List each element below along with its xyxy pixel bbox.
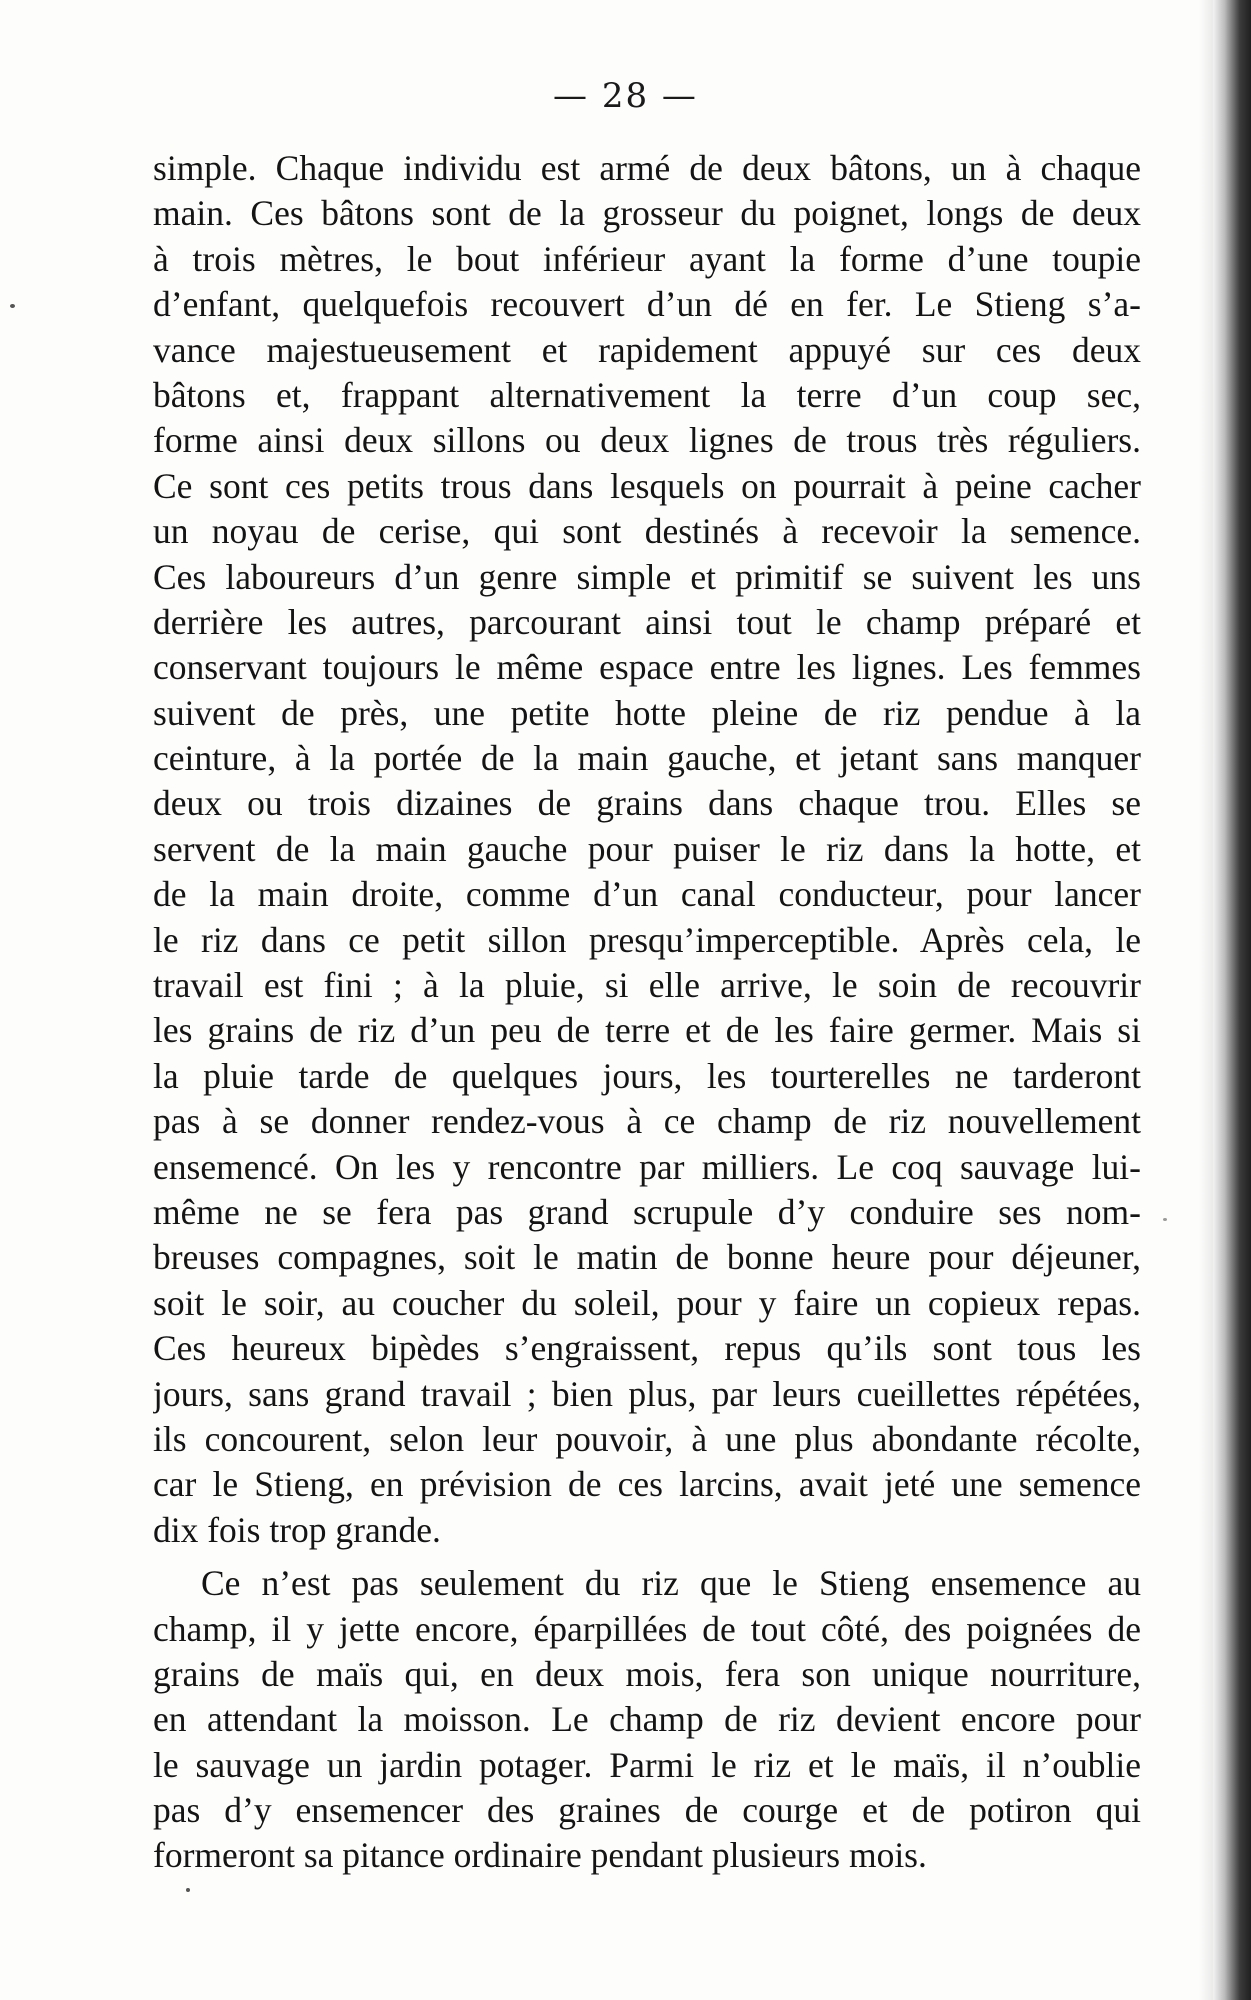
text-line: pas à se donner rendez-vous à ce champ de riz nouvellement (153, 1101, 1141, 1142)
text-line: vance majestueusement et rapidement appuyé sur ces deux (153, 329, 1141, 370)
text-line: simple. Chaque individu est armé de deux bâtons, un à chaque (153, 148, 1141, 188)
text-line: Ce n’est pas seulement du riz que le Stieng ensemence au (201, 1563, 1141, 1604)
text-line: Ces heureux bipèdes s’engraissent, repus qu’ils sont tous les (153, 1328, 1141, 1369)
paragraph-gap (153, 1553, 1141, 1561)
text-line: main. Ces bâtons sont de la grosseur du poignet, longs de deux (153, 193, 1141, 234)
text-line: pas d’y ensemencer des graines de courge et de potiron qui (153, 1790, 1141, 1831)
text-line: ils concourent, selon leur pouvoir, à une plus abondante récolte, (153, 1418, 1141, 1459)
text-line: travail est fini ; à la pluie, si elle arrive, le soin de recouvrir (153, 965, 1141, 1006)
text-line: dix fois trop grande. (153, 1509, 441, 1550)
ink-speck (1163, 1218, 1167, 1221)
page-number: — 28 — (553, 76, 698, 116)
text-line: breuses compagnes, soit le matin de bonne heure pour déjeuner, (153, 1237, 1141, 1278)
text-line: en attendant la moisson. Le champ de riz devient encore pour (153, 1699, 1141, 1740)
text-line: conservant toujours le même espace entre les lignes. Les femmes (153, 647, 1141, 688)
text-line: car le Stieng, en prévision de ces larcins, avait jeté une semence (153, 1464, 1141, 1505)
text-line: suivent de près, une petite hotte pleine de riz pendue à la (153, 692, 1141, 733)
text-line: d’enfant, quelquefois recouvert d’un dé en fer. Le Stieng s’a- (153, 284, 1141, 325)
text-line: le sauvage un jardin potager. Parmi le riz et le maïs, il n’oublie (153, 1744, 1141, 1785)
page-binding-shadow (1213, 0, 1251, 2000)
body-text (153, 146, 1141, 1879)
text-line: deux ou trois dizaines de grains dans chaque trou. Elles se (153, 783, 1141, 824)
text-line: formeront sa pitance ordinaire pendant plusieurs mois. (153, 1835, 927, 1876)
text-line: jours, sans grand travail ; bien plus, par leurs cueillettes répétées, (153, 1373, 1141, 1414)
ink-speck (186, 1888, 190, 1892)
text-line: derrière les autres, parcourant ainsi tout le champ préparé et (153, 601, 1141, 642)
text-line: les grains de riz d’un peu de terre et de les faire germer. Mais si (153, 1010, 1141, 1051)
paragraph-1 (153, 146, 1141, 1553)
text-line: à trois mètres, le bout inférieur ayant la forme d’une toupie (153, 238, 1141, 279)
text-line: Ces laboureurs d’un genre simple et primitif se suivent les uns (153, 556, 1141, 597)
text-line: bâtons et, frappant alternativement la terre d’un coup sec, (153, 374, 1141, 415)
text-line: ceinture, à la portée de la main gauche, et jetant sans manquer (153, 738, 1141, 779)
ink-speck (10, 304, 15, 308)
text-line: un noyau de cerise, qui sont destinés à recevoir la semence. (153, 511, 1141, 552)
text-line: forme ainsi deux sillons ou deux lignes de trous très réguliers. (153, 420, 1141, 461)
paragraph-2 (153, 1561, 1141, 1879)
text-line: champ, il y jette encore, éparpillées de tout côté, des poignées de (153, 1608, 1141, 1649)
text-line: la pluie tarde de quelques jours, les tourterelles ne tarderont (153, 1055, 1141, 1096)
text-line: le riz dans ce petit sillon presqu’imperceptible. Après cela, le (153, 919, 1141, 960)
text-line: servent de la main gauche pour puiser le riz dans la hotte, et (153, 828, 1141, 869)
text-line: même ne se fera pas grand scrupule d’y conduire ses nom- (153, 1191, 1141, 1232)
text-line: grains de maïs qui, en deux mois, fera son unique nourriture, (153, 1653, 1141, 1694)
text-line: Ce sont ces petits trous dans lesquels on pourrait à peine cacher (153, 465, 1141, 506)
text-line: ensemencé. On les y rencontre par milliers. Le coq sauvage lui- (153, 1146, 1141, 1187)
text-line: de la main droite, comme d’un canal conducteur, pour lancer (153, 874, 1141, 915)
text-line: soit le soir, au coucher du soleil, pour y faire un copieux repas. (153, 1282, 1141, 1323)
